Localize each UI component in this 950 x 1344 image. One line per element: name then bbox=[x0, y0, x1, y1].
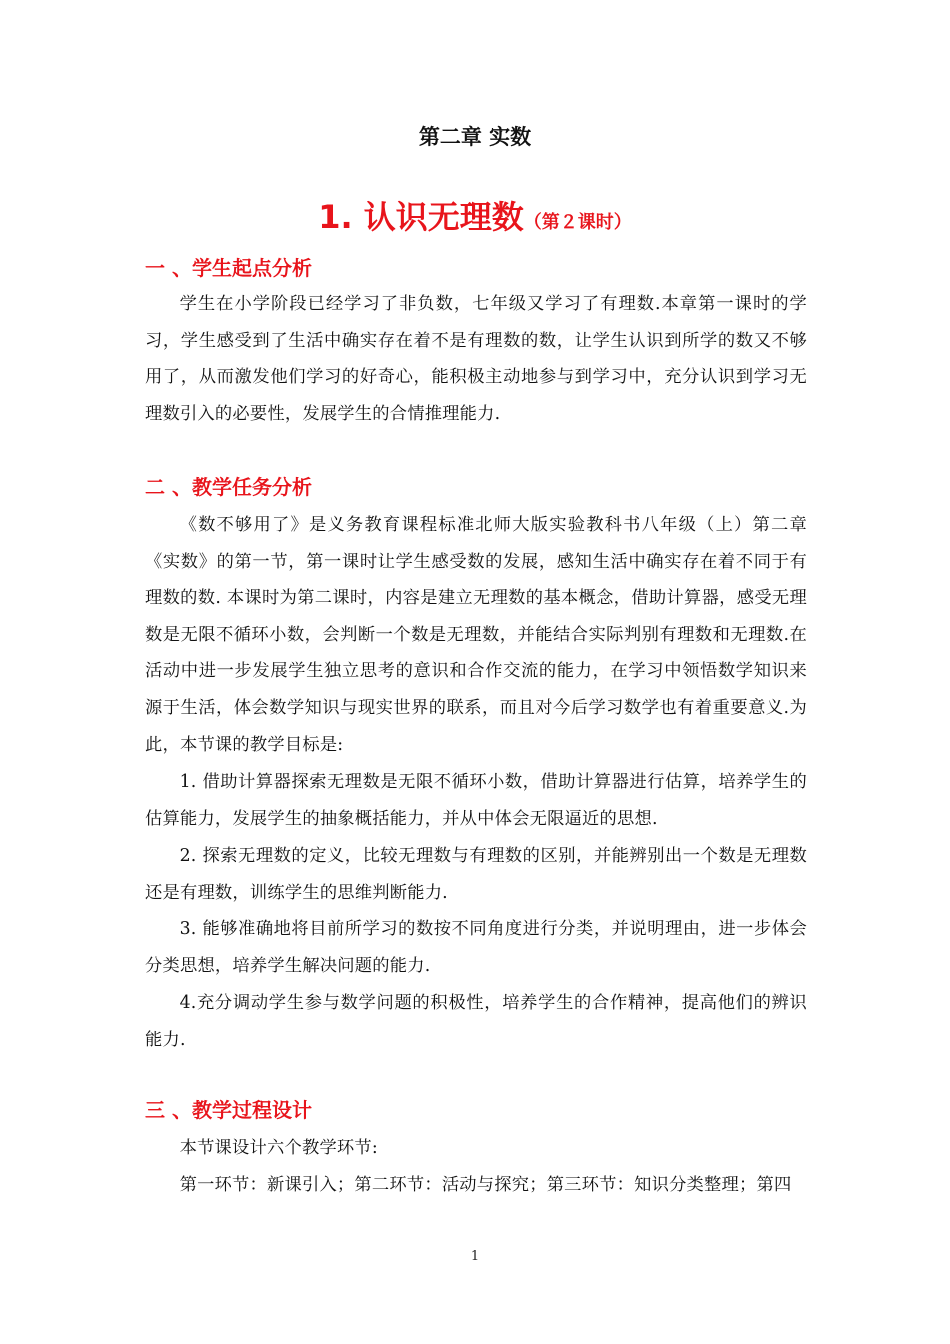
section-heading-1: 一 、学生起点分析 bbox=[145, 256, 312, 280]
section-3-paragraph-2: 第一环节：新课引入；第二环节：活动与探究；第三环节：知识分类整理；第四 bbox=[179, 1175, 792, 1195]
chapter-title: 第二章 实数 bbox=[418, 125, 532, 149]
section-2-paragraph-1: 《数不够用了》是义务教育课程标准北师大版实验教科书八年级（上）第二章《实数》的第一节，第一课时让学生感受数的发展，感知生活中确实存在着不同于有理数的数. 本课时为第二课时，内容是建立无理数的基本概念，借助计算器，感受无理数是无限不循环小数，会判断一个数是无理数，并能结合实际判别有理数和无理数.在活动中进一步发展学生独立思考的意识和合作交流的能力，在学习中领悟数学知识来源于生活，体会数学知识与现实世界的联系，而且对今后学习数学也有着重要意义.为此，本节课的教学目标是: bbox=[145, 515, 807, 755]
section-1-paragraph-1: 学生在小学阶段已经学习了非负数，七年级又学习了有理数.本章第一课时的学习，学生感受到了生活中确实存在着不是有理数的数，让学生认识到所学的数又不够用了，从而激发他们学习的好奇心，能积极主动地参与到学习中，充分认识到学习无理数引入的必要性，发展学生的合情推理能力. bbox=[145, 294, 807, 424]
lesson-title bbox=[0, 192, 950, 238]
section-heading-2: 二 、教学任务分析 bbox=[145, 475, 312, 499]
section-2-goal-4: 4.充分调动学生参与数学问题的积极性，培养学生的合作精神，提高他们的辨识能力. bbox=[145, 993, 807, 1050]
section-2-goal-2: 2. 探索无理数的定义，比较无理数与有理数的区别，并能辨别出一个数是无理数还是有理数，训练学生的思维判断能力. bbox=[145, 846, 807, 903]
lesson-title-main: 1. 认识无理数 bbox=[318, 198, 524, 236]
section-2-goal-3: 3. 能够准确地将目前所学习的数按不同角度进行分类，并说明理由，进一步体会分类思想，培养学生解决问题的能力. bbox=[145, 919, 807, 976]
section-2-goal-1: 1. 借助计算器探索无理数是无限不循环小数，借助计算器进行估算，培养学生的估算能力，发展学生的抽象概括能力，并从中体会无限逼近的思想. bbox=[145, 772, 807, 829]
section-heading-3: 三 、教学过程设计 bbox=[145, 1098, 312, 1122]
lesson-title-sub: （第２课时） bbox=[523, 212, 632, 233]
page-number: 1 bbox=[470, 1249, 480, 1264]
section-3-paragraph-1: 本节课设计六个教学环节: bbox=[179, 1138, 378, 1158]
